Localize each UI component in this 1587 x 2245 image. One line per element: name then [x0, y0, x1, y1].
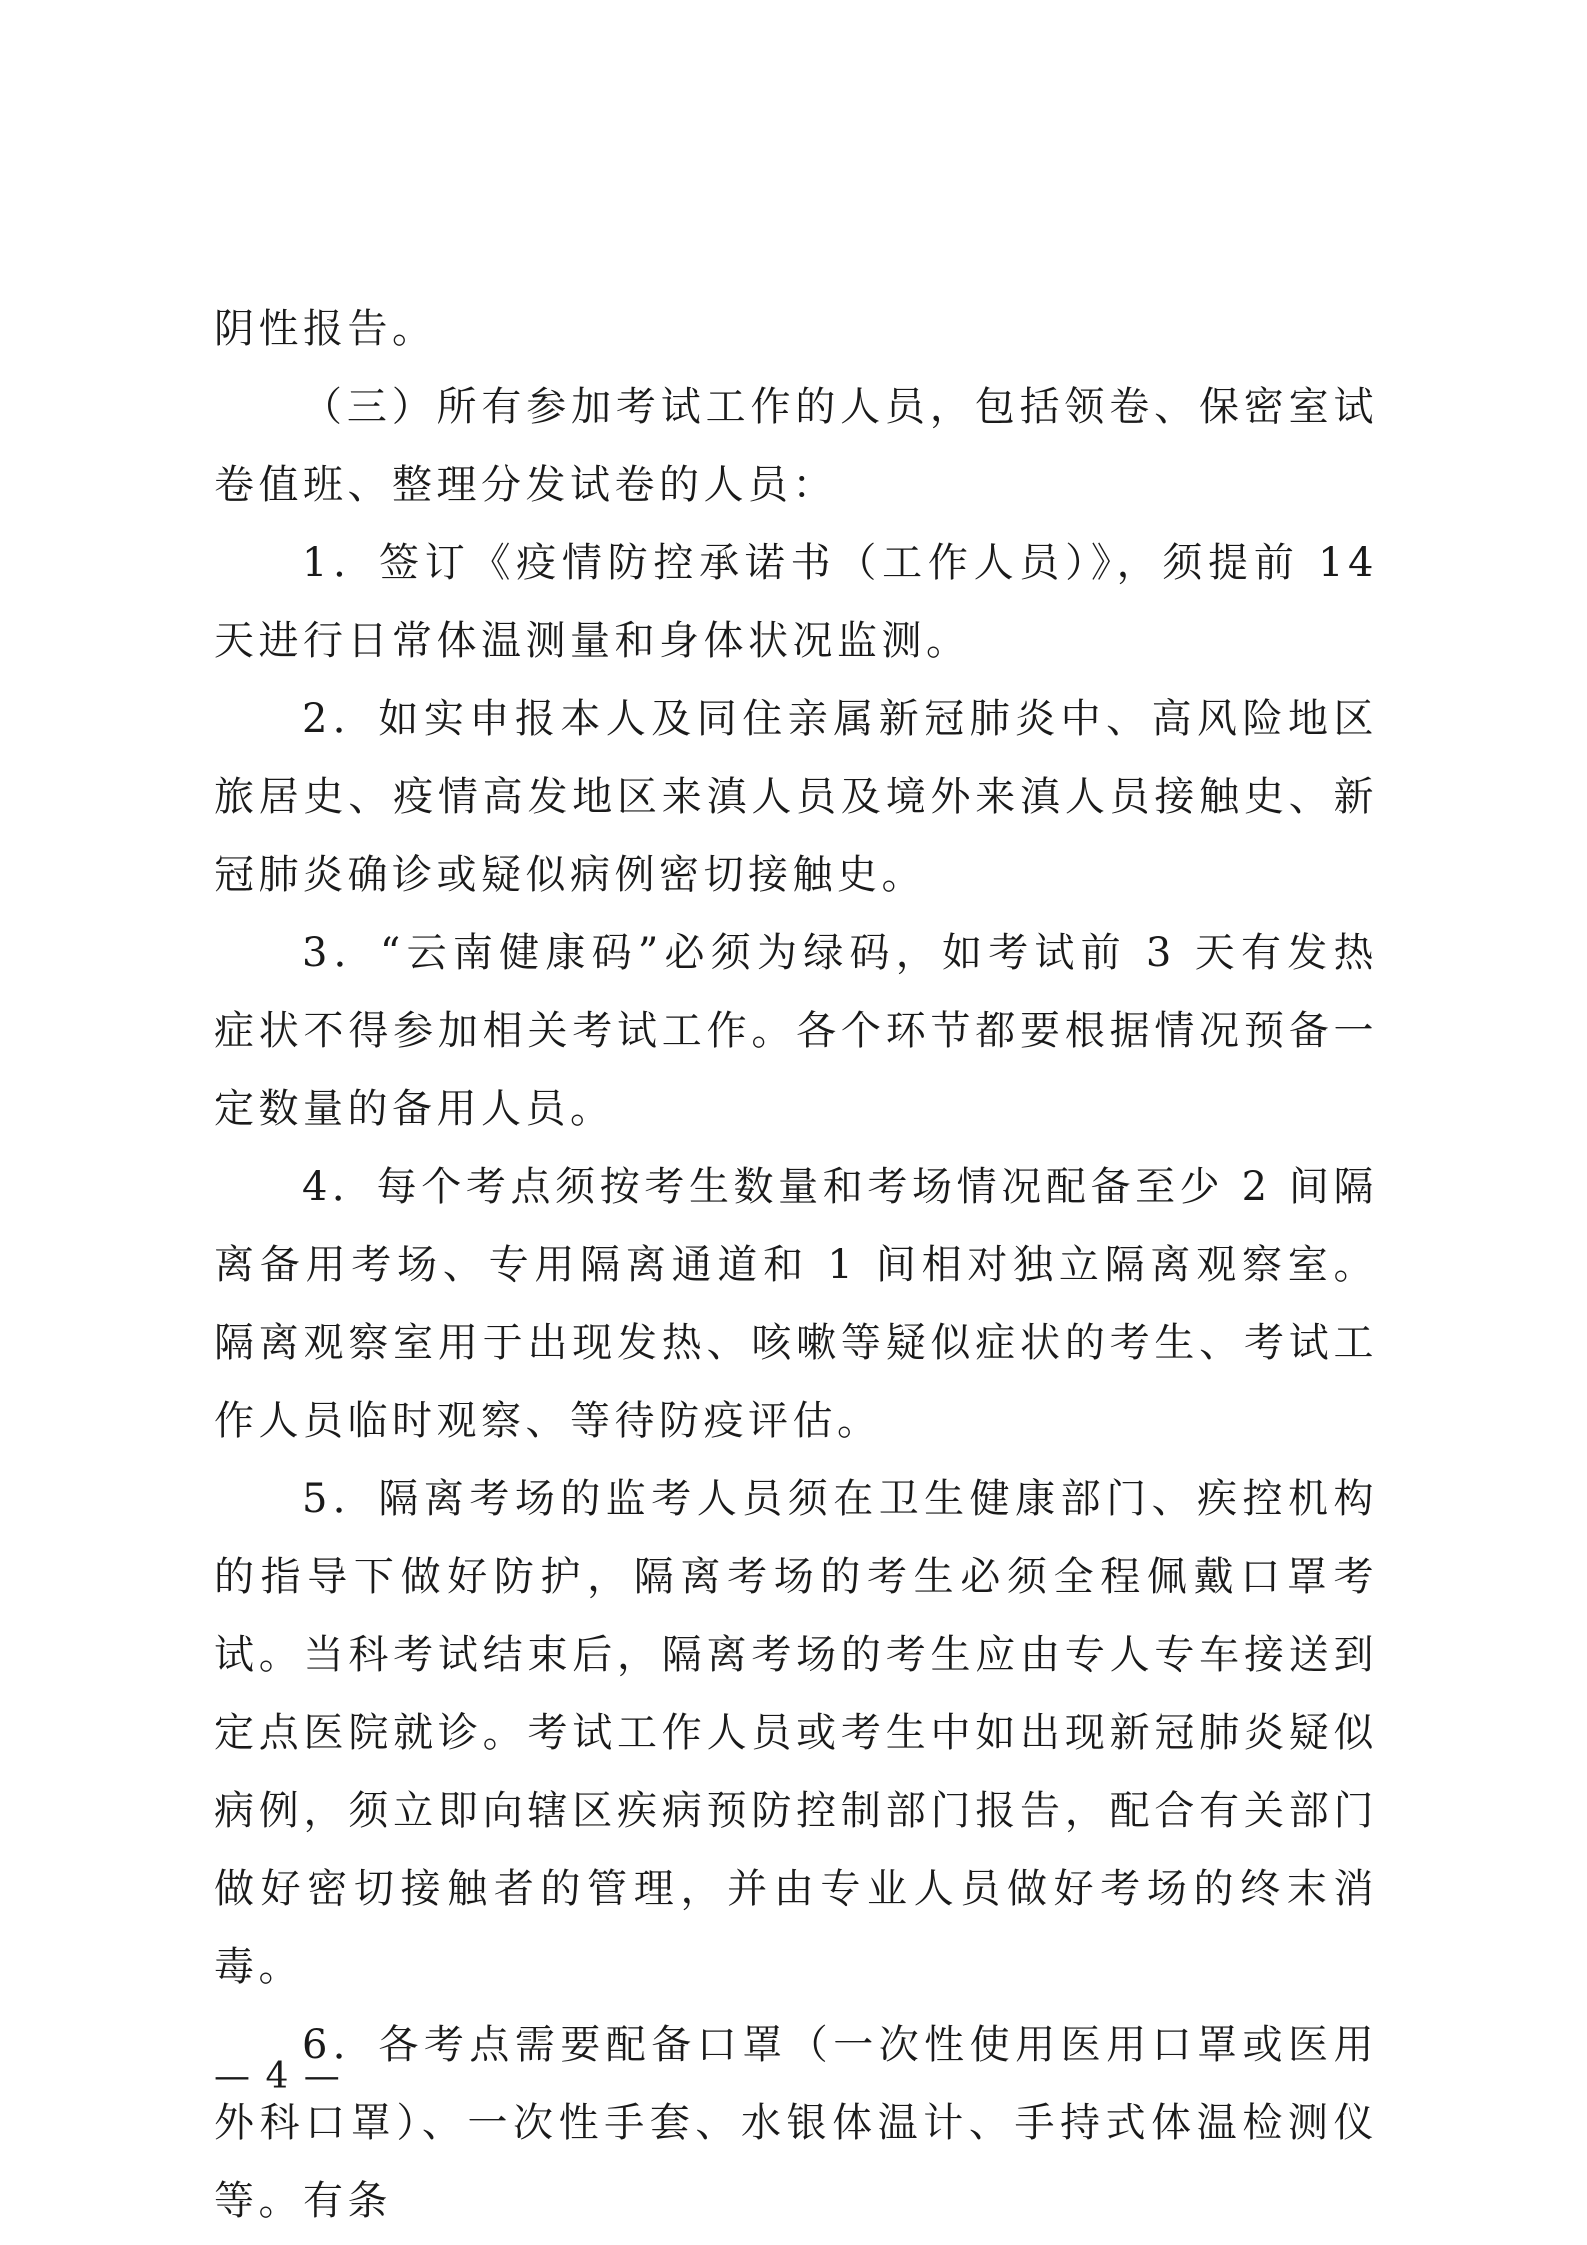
paragraph-item-4: 4．每个考点须按考生数量和考场情况配备至少 2 间隔离备用考场、专用隔离通道和 1 间相对独立隔离观察室。隔离观察室用于出现发热、咳嗽等疑似症状的考生、考试工作人员临时观察、等待防疫评估。 [214, 1164, 1378, 1444]
paragraph-item-2: 2．如实申报本人及同住亲属新冠肺炎中、高风险地区旅居史、疫情高发地区来滇人员及境外来滇人员接触史、新冠肺炎确诊或疑似病例密切接触史。 [214, 696, 1378, 898]
paragraph-item-5: 5．隔离考场的监考人员须在卫生健康部门、疾控机构的指导下做好防护，隔离考场的考生必须全程佩戴口罩考试。当科考试结束后，隔离考场的考生应由专人专车接送到定点医院就诊。考试工作人员或考生中如出现新冠肺炎疑似病例，须立即向辖区疾病预防控制部门报告，配合有关部门做好密切接触者的管理，并由专业人员做好考场的终末消毒。 [214, 1476, 1378, 1990]
paragraph-item-3: 3．“云南健康码”必须为绿码，如考试前 3 天有发热症状不得参加相关考试工作。各个环节都要根据情况预备一定数量的备用人员。 [214, 930, 1378, 1132]
body-text [214, 290, 1378, 2240]
paragraph-continuation: 阴性报告。 [214, 306, 437, 352]
paragraph-item-1: 1．签订《疫情防控承诺书（工作人员）》，须提前 14 天进行日常体温测量和身体状况监测。 [214, 540, 1378, 664]
paragraph-section-3-heading: （三）所有参加考试工作的人员，包括领卷、保密室试卷值班、整理分发试卷的人员： [214, 384, 1378, 508]
page-number: — 4 — [214, 2056, 342, 2097]
paragraph-item-6: 6．各考点需要配备口罩（一次性使用医用口罩或医用外科口罩）、一次性手套、水银体温计、手持式体温检测仪等。有条 [214, 2022, 1378, 2224]
